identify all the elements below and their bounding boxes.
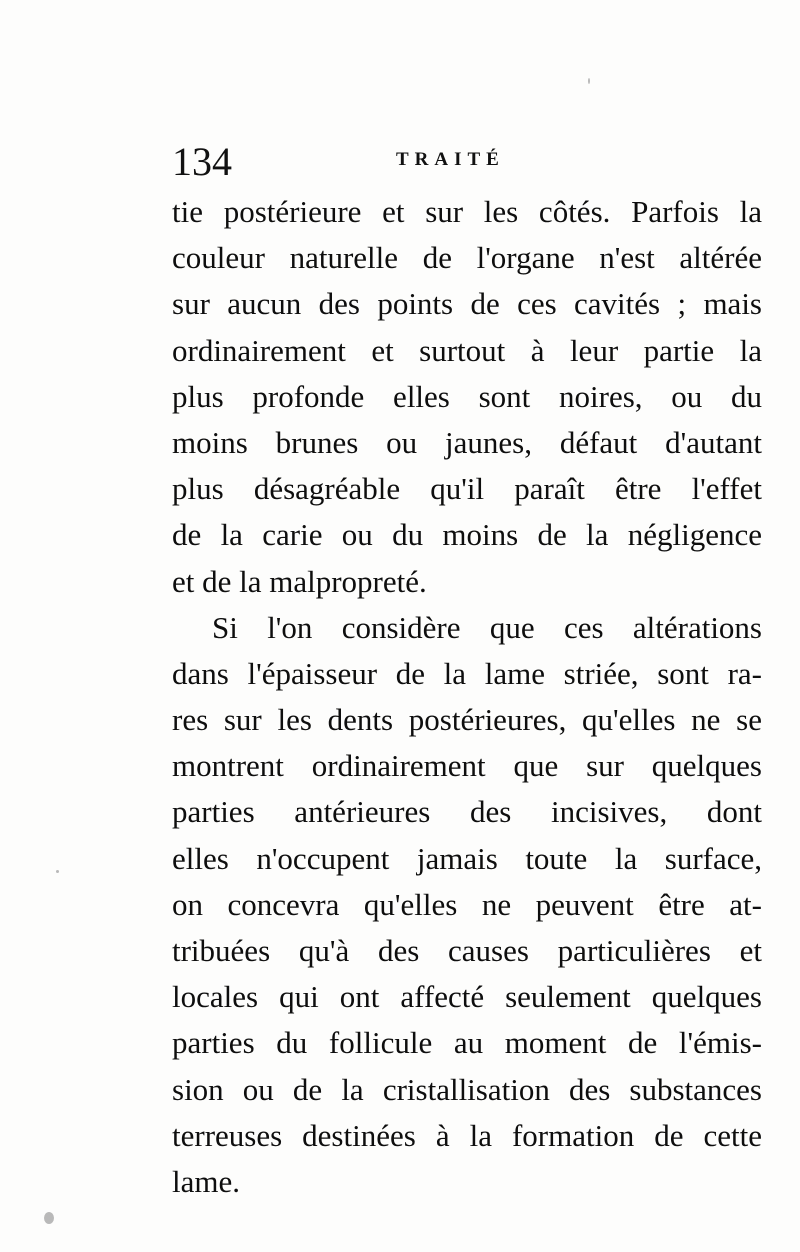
text-line: couleur naturelle de l'organe n'est altérée [172,240,762,276]
page-number: 134 [172,139,232,184]
text-line: locales qui ont affecté seulement quelques [172,979,762,1015]
text-line: tie postérieure et sur les côtés. Parfois la [172,194,762,229]
text-line: plus désagréable qu'il paraît être l'effet [172,471,762,507]
page-header [172,140,757,184]
text-line: res sur les dents postérieures, qu'elles ne se [172,702,762,738]
text-line: terreuses destinées à la formation de cette [172,1117,762,1153]
paper-speck [588,78,590,84]
text-line: parties du follicule au moment de l'émis- [172,1025,762,1061]
text-line: tribuées qu'à des causes particulières et [172,933,762,968]
text-line: parties antérieures des incisives, dont [172,794,762,830]
paper-speck [56,870,59,873]
text-line: lame. [172,1163,240,1199]
running-title: TRAITÉ [396,149,505,170]
text-line: et de la malpropreté. [172,563,427,599]
text-line: plus profonde elles sont noires, ou du [172,378,762,414]
text-line: montrent ordinairement que sur quelques [172,748,762,784]
text-line: sur aucun des points de ces cavités ; mais [172,286,762,322]
text-line: sion ou de la cristallisation des substances [172,1071,762,1107]
paper-speck [44,1212,54,1224]
text-line: on concevra qu'elles ne peuvent être at- [172,886,762,922]
text-line: moins brunes ou jaunes, défaut d'autant [172,424,762,460]
paragraph-1 [172,189,762,605]
paragraph-2 [172,605,762,1205]
text-line: ordinairement et surtout à leur partie la [172,332,762,368]
text-line: elles n'occupent jamais toute la surface, [172,840,762,876]
text-line: Si l'on considère que ces altérations [212,609,762,645]
text-line: dans l'épaisseur de la lame striée, sont ra- [172,655,762,691]
body-text [172,189,762,1205]
text-line: de la carie ou du moins de la négligence [172,517,762,553]
